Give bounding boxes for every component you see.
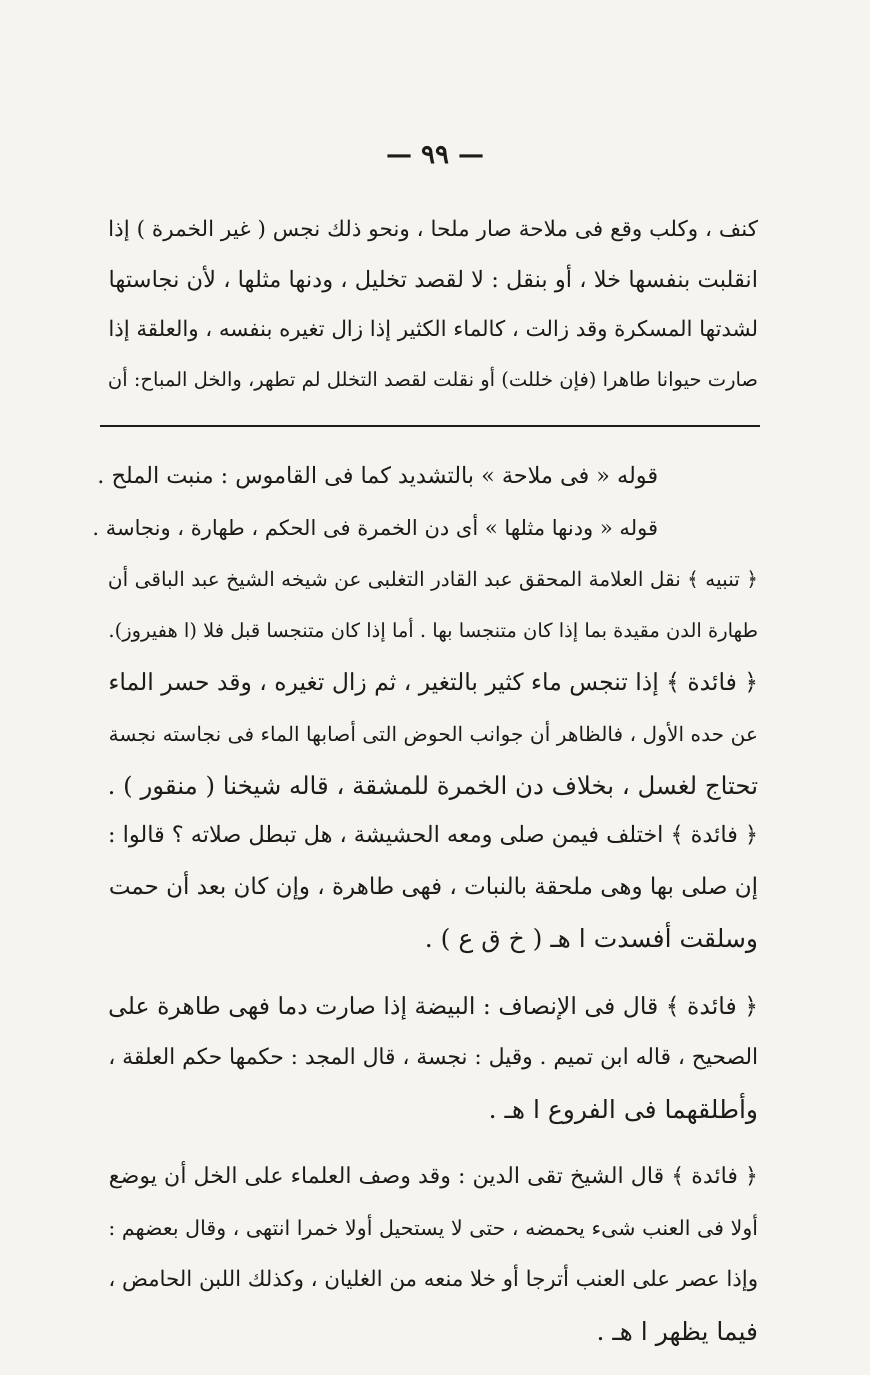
footnote-divider	[100, 425, 760, 427]
note-faida-egg	[108, 980, 758, 1136]
note-line: إن صلى بها وهى ملحقة بالنبات ، فهى طاهرة ، وإن كان بعد أن حمت	[108, 874, 758, 900]
note-line: ﴿ فائدة ﴾ إذا تنجس ماء كثير بالتغير ، ثم زال تغيره ، وقد حسر الماء	[108, 668, 758, 696]
main-text-line: كنف ، وكلب وقع فى ملاحة صار ملحا ، ونحو ذلك نجس ( غير الخمرة ) إذا	[108, 217, 758, 242]
main-text-line: صارت حيوانا طاهرا (فإن خللت) أو نقلت لقصد التخلل لم تطهر، والخل المباح: أن	[107, 368, 758, 391]
note-line: ﴿ فائدة ﴾ قال الشيخ تقى الدين : وقد وصف العلماء على الخل أن يوضع	[108, 1163, 758, 1189]
note-faida-vinegar	[108, 1150, 758, 1358]
note-line: طهارة الدن مقيدة بما إذا كان متنجسا بها . أما إذا كان متنجسا قبل فلا (ا هفيروز).	[108, 619, 758, 642]
note-line: ﴿ تنبيه ﴾ نقل العلامة المحقق عبد القادر التغلبى عن شيخه الشيخ عبد الباقى أن	[107, 567, 758, 591]
note-tanbih	[108, 553, 758, 657]
note-line: عن حده الأول ، فالظاهر أن جوانب الحوض التى أصابها الماء فى نجاسته نجسة	[108, 722, 758, 746]
note-line: وأطلقهما فى الفروع ا هـ .	[488, 1095, 758, 1124]
note-line: ﴿ فائدة ﴾ قال فى الإنصاف : البيضة إذا صارت دما فهى طاهرة على	[108, 992, 758, 1020]
note-line: وسلقت أفسدت ا هـ ( خ ق ع ) .	[424, 924, 758, 953]
main-text-line: لشدتها المسكرة وقد زالت ، كالماء الكثير إذا زال تغيره بنفسه ، والعلقة إذا	[108, 317, 758, 342]
main-text-line: انقلبت بنفسها خلا ، أو بنقل : لا لقصد تخليل ، ودنها مثلها ، لأن نجاستها	[108, 267, 758, 293]
page-number: — ٩٩ —	[385, 140, 485, 170]
note-faida-water	[108, 656, 758, 812]
footnote-line: قوله « فى ملاحة » بالتشديد كما فى القاموس : منبت الملح .	[97, 463, 658, 489]
main-text	[108, 205, 758, 405]
note-line: تحتاج لغسل ، بخلاف دن الخمرة للمشقة ، قاله شيخنا ( منقور ) .	[107, 771, 758, 800]
note-line: ﴿ فائدة ﴾ اختلف فيمن صلى ومعه الحشيشة ، هل تبطل صلاته ؟ قالوا :	[108, 822, 758, 848]
note-faida-hashish	[108, 809, 758, 965]
note-line: وإذا عصر على العنب أترجا أو خلا منعه من الغليان ، وكذلك اللبن الحامض ،	[108, 1267, 758, 1292]
note-line: الصحيح ، قاله ابن تميم . وقيل : نجسة ، قال المجد : حكمها حكم العلقة ،	[108, 1045, 758, 1070]
note-line: فيما يظهر ا هـ .	[596, 1317, 758, 1346]
note-line: أولا فى العنب شىء يحمضه ، حتى لا يستحيل أولا خمرا انتهى ، وقال بعضهم :	[108, 1216, 758, 1240]
footnote-line: قوله « ودنها مثلها » أى دن الخمرة فى الحكم ، طهارة ، ونجاسة .	[92, 515, 658, 540]
footnote-glosses	[92, 450, 758, 554]
